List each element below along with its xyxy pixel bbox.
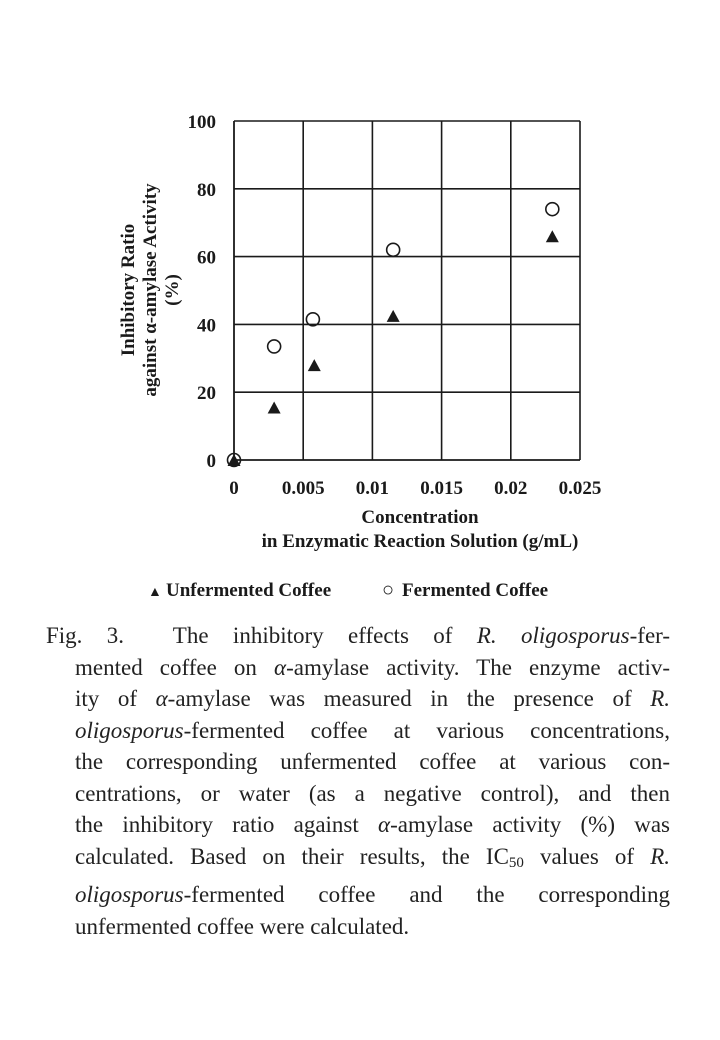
legend (148, 579, 548, 601)
y-tick-label: 60 (197, 247, 216, 269)
caption-line: the inhibitory ratio against α-amylase activity (%) was (75, 812, 670, 837)
y-tick-label: 0 (206, 451, 216, 472)
caption-line: calculated. Based on their results, the $IC_{50}$ values of R. (75, 843, 671, 871)
x-tick-label: 0.015 (420, 478, 463, 499)
caption-line: ity of α-amylase was measured in the presence of R. (75, 686, 670, 711)
y-axis-label-line-1: Inhibitory Ratio (118, 223, 139, 357)
x-tick-label: 0.025 (558, 478, 602, 499)
caption-line: Fig. 3. The inhibitory effects of R. oligosporus-fer- (46, 623, 671, 648)
x-tick-label: 0.01 (355, 478, 390, 499)
legend-fermented-marker: ○ (382, 579, 395, 601)
y-tick-label: 100 (187, 112, 216, 133)
x-tick-label: 0.005 (281, 478, 325, 499)
fermented-point (268, 340, 281, 353)
x-axis-label-line-2: in Enzymatic Reaction Solution (g/mL) (261, 531, 579, 552)
figure-caption (46, 620, 670, 942)
chart-series (228, 203, 559, 467)
caption-line: centrations, or water (as a negative control), and then (75, 780, 670, 806)
y-tick-label: 40 (197, 315, 216, 337)
caption-line: the corresponding unfermented coffee at various con- (75, 749, 670, 774)
caption-line: oligosporus-fermented coffee and the corresponding (75, 882, 670, 907)
legend-unfermented-marker: ▲ (148, 585, 162, 600)
legend-fermented-label: Fermented Coffee (402, 580, 549, 601)
caption-line: oligosporus-fermented coffee at various concentrations, (75, 717, 670, 743)
unfermented-point (546, 230, 559, 242)
legend-unfermented-label: Unfermented Coffee (166, 580, 332, 601)
unfermented-point (308, 359, 321, 371)
fermented-point (387, 243, 400, 256)
x-tick-label: 0 (229, 478, 239, 499)
x-axis-label-line-1: Concentration (361, 507, 479, 528)
chart-grid (234, 121, 580, 460)
unfermented-point (268, 401, 281, 413)
y-axis-label-line-3: (%) (162, 274, 183, 306)
fermented-point (546, 203, 559, 216)
x-tick-label: 0.02 (494, 478, 528, 499)
chart-tick-labels (188, 112, 602, 499)
caption-line: unfermented coffee were calculated. (75, 913, 410, 939)
chart-axes (234, 121, 580, 460)
y-axis-label-line-2: against α-amylase Activity (140, 183, 161, 397)
unfermented-point (387, 310, 400, 322)
y-tick-label: 20 (197, 383, 216, 405)
caption-line: mented coffee on α-amylase activity. The enzyme activ- (75, 654, 670, 680)
y-tick-label: 80 (197, 179, 216, 201)
